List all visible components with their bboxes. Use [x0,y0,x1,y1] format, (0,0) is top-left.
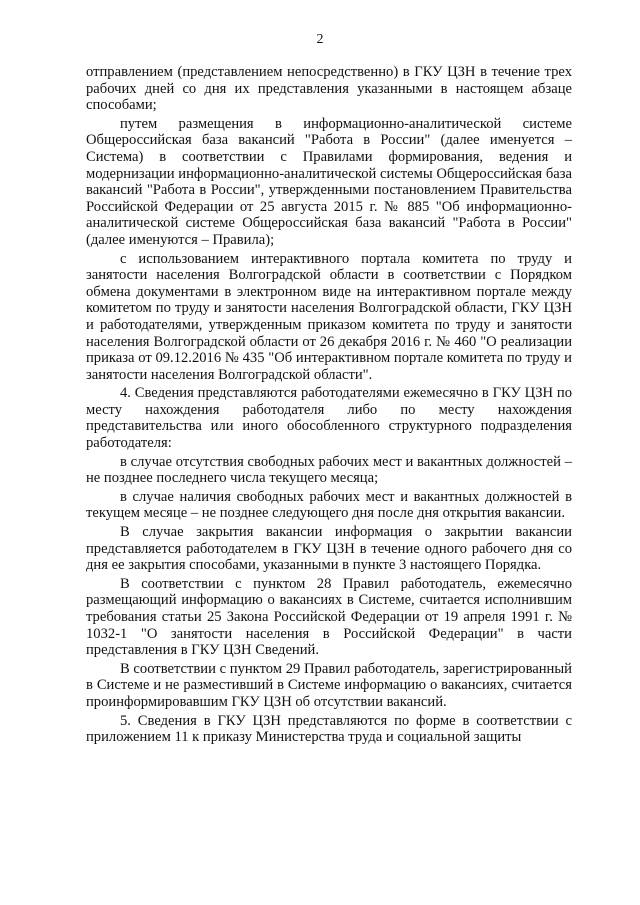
paragraph-5: в случае отсутствия свободных рабочих мест и вакантных должностей – не позднее последнего числа текущего месяца; [86,453,572,487]
paragraph-8: В соответствии с пунктом 28 Правил работодатель, ежемесячно размещающий информацию о вакансиях в Системе, считается исполнившим требования статьи 25 Закона Российской Федерации от 19 апреля 1991 г. № 1032-1 "О занятости населения в Российской Федерации" в части представления в ГКУ ЦЗН Сведений. [86,575,572,659]
paragraph-9: В соответствии с пунктом 29 Правил работодатель, зарегистрированный в Системе и не разместивший в Системе информацию о вакансиях, считается проинформировавшим ГКУ ЦЗН об отсутствии вакансий. [86,660,572,710]
paragraph-3: с использованием интерактивного портала комитета по труду и занятости населения Волгоградской области в соответствии с Порядком обмена документами в электронном виде на интерактивном портале между комитетом по труду и занятости населения Волгоградской области, ГКУ ЦЗН и работодателями, утвержденным приказом комитета по труду и занятости населения Волгоградской области от 26 декабря 2016 г. № 460 "О реализации приказа от 09.12.2016 № 435 "Об интерактивном портале комитета по труду и занятости населения Волгоградской области". [86,250,572,383]
page-number: 2 [316,32,324,47]
document-body [86,64,572,748]
paragraph-6: в случае наличия свободных рабочих мест и вакантных должностей в текущем месяце – не позднее следующего дня после дня открытия вакансии. [86,488,572,522]
paragraph-10: 5. Сведения в ГКУ ЦЗН представляются по форме в соответствии с приложением 11 к приказу Министерства труда и социальной защиты [86,712,572,746]
paragraph-1: отправлением (представлением непосредственно) в ГКУ ЦЗН в течение трех рабочих дней со дня их представления указанными в настоящем абзаце способами; [86,64,572,114]
paragraph-2: путем размещения в информационно-аналитической системе Общероссийская база вакансий "Работа в России" (далее именуется – Система) в соответствии с Правилами формирования, ведения и модернизации информационно-аналитической системы Общероссийская база вакансий "Работа в России", утвержденными постановлением Правительства Российской Федерации от 25 августа 2015 г. № 885 "Об информационно-аналитической системе Общероссийская база вакансий "Работа в России" (далее именуются – Правила); [86,115,572,248]
paragraph-4: 4. Сведения представляются работодателями ежемесячно в ГКУ ЦЗН по месту нахождения работодателя либо по месту нахождения представительства или иного обособленного структурного подразделения работодателя: [86,385,572,452]
paragraph-7: В случае закрытия вакансии информация о закрытии вакансии представляется работодателем в ГКУ ЦЗН в течение одного рабочего дня со дня ее закрытия способами, указанными в пункте 3 настоящего Порядка. [86,524,572,574]
